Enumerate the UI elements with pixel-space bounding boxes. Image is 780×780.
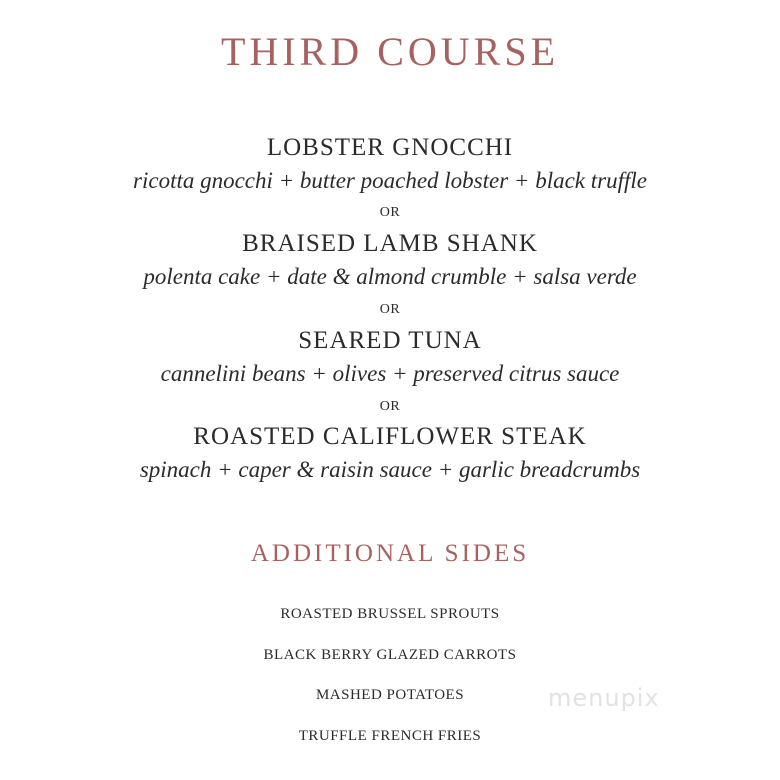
side-item: BLACK BERRY GLAZED CARROTS	[263, 647, 517, 663]
side-item: ROASTED BRUSSEL SPROUTS	[280, 606, 500, 622]
dish-name: SEARED TUNA	[298, 327, 482, 354]
or-separator: OR	[379, 399, 401, 414]
dish-name: BRAISED LAMB SHANK	[242, 230, 538, 257]
menupix-watermark: menupix	[548, 684, 660, 712]
side-item: TRUFFLE FRENCH FRIES	[298, 728, 482, 744]
dish-description: polenta cake + date & almond crumble + salsa verde	[143, 264, 637, 289]
or-separator: OR	[379, 302, 401, 317]
dish-description: ricotta gnocchi + butter poached lobster + black truffle	[133, 168, 647, 193]
side-item: MASHED POTATOES	[315, 687, 465, 703]
dish-description: cannelini beans + olives + preserved citrus sauce	[160, 361, 620, 386]
dish-roasted-califlower-steak	[0, 422, 780, 486]
third-course-title: THIRD COURSE	[220, 29, 560, 74]
additional-sides-title: ADDITIONAL SIDES	[250, 540, 530, 567]
dish-braised-lamb-shank	[0, 229, 780, 293]
dish-name: LOBSTER GNOCCHI	[266, 134, 514, 161]
dish-lobster-gnocchi	[0, 133, 780, 197]
dish-seared-tuna	[0, 326, 780, 390]
or-separator: OR	[379, 205, 401, 220]
dish-description: spinach + caper & raisin sauce + garlic breadcrumbs	[139, 457, 641, 482]
dish-name: ROASTED CALIFLOWER STEAK	[193, 423, 587, 450]
